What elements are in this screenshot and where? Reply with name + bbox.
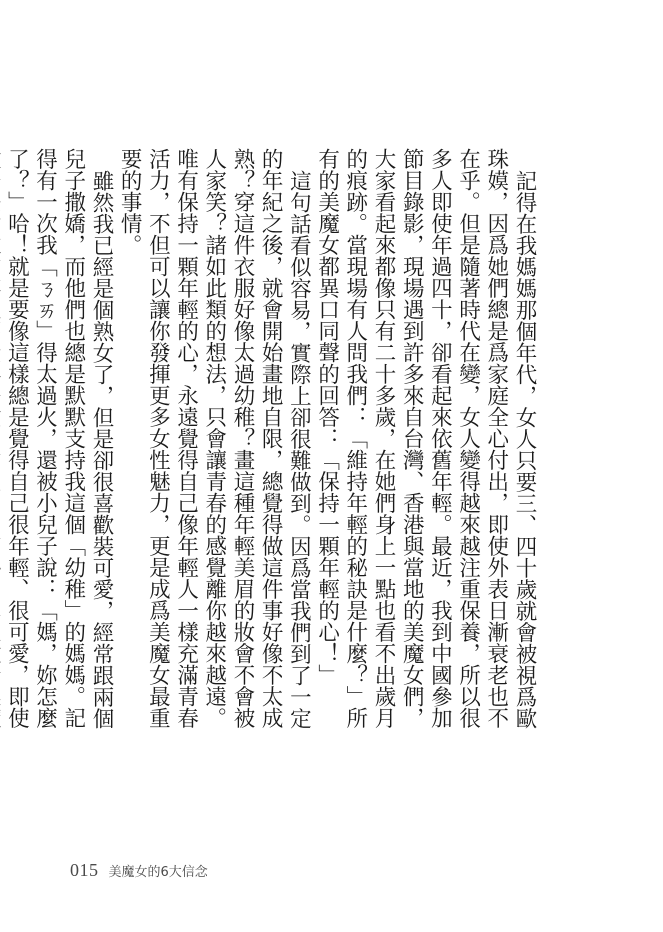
page-number: 015 (70, 860, 99, 880)
paragraph-3: 雖然我已經是個熟女了，但是卻很喜歡裝可愛，經常跟兩個兒子撒嬌，而他們也總是默默支持我這個「幼稚」的媽媽。記得有一次我「ㄋㄞ」得太過火，還被小兒子說：「媽，妳怎麼了？」哈！就是要像這樣總是覺得自己很年輕、很可愛，即使 (4, 148, 114, 729)
main-text-block (4, 148, 538, 748)
paragraph-2: 這句話看似容易，實際上卻很難做到。因爲當我們到了一定的年紀之後，就會開始畫地自限，總覺得做這件事好像不太成熟？穿這件衣服好像太過幼稚？畫這種年輕美眉的妝會不會被人家笑？諸如此類的想法，只會讓青春的感覺離你越來越遠。唯有保持一顆年輕的心，永遠覺得自己像年輕人一樣充滿青春活力，不但可以讓你發揮更多女性魅力，更是成爲美魔女最重要的事情。 (117, 148, 312, 729)
page-footer (70, 860, 208, 881)
paragraph-1: 記得在我媽媽那個年代，女人只要三、四十歲就會被視爲歐珠嫫，因爲她們總是爲家庭全心付出，即使外表日漸衰老也不在乎。但是隨著時代在變，女人變得越來越注重保養，所以很多人即使年過四十，卻看起來依舊年輕。最近，我到中國參加節目錄影，現場遇到許多來自台灣、香港與當地的美魔女們，大家看起來都像只有二十多歲，在她們身上一點也看不出歲月的痕跡。當現場有人問我們：「維持年輕的秘訣是什麼？」所有的美魔女都異口同聲的回答：「保持一顆年輕的心！」 (314, 148, 537, 729)
running-book-title: 美魔女的6大信念 (108, 865, 208, 880)
